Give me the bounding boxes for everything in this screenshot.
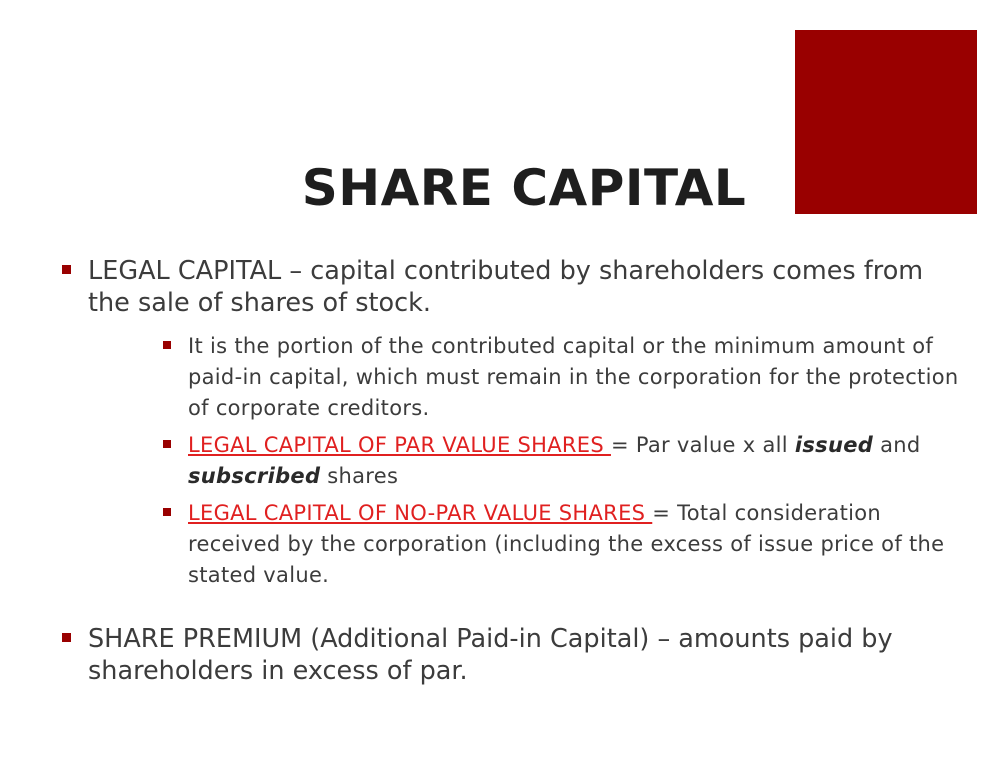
bullet-text: LEGAL CAPITAL – capital contributed by shareholders comes from the sale of shares of stock.	[88, 256, 924, 318]
bullet-square-icon	[62, 633, 71, 642]
bullet-square-icon	[163, 341, 171, 349]
legal-capital-sublist	[161, 331, 960, 591]
par-value-shares-link[interactable]: LEGAL CAPITAL OF PAR VALUE SHARES	[188, 433, 611, 457]
slide-content	[60, 255, 960, 687]
bullet-square-icon	[163, 440, 171, 448]
no-par-value-shares-link[interactable]: LEGAL CAPITAL OF NO-PAR VALUE SHARES	[188, 501, 653, 525]
slide-title: SHARE CAPITAL	[301, 159, 747, 217]
bullet-legal-capital	[60, 255, 960, 319]
sub-bullet-text: shares	[320, 464, 399, 488]
sub-bullet-text: = Total consideration received by the corporation (including the excess of issue price of the stated value.	[188, 501, 945, 587]
sub-bullet-text: = Par value x all	[610, 433, 795, 457]
sub-bullet-text: and	[873, 433, 921, 457]
sub-bullet-no-par-value	[161, 498, 960, 591]
emphasis-subscribed: subscribed	[188, 464, 321, 488]
emphasis-issued: issued	[794, 433, 874, 457]
bullet-square-icon	[163, 508, 171, 516]
bullet-text: SHARE PREMIUM (Additional Paid-in Capital) – amounts paid by shareholders in excess of par.	[88, 624, 893, 686]
sub-bullet-par-value	[161, 430, 960, 492]
bullet-share-premium	[60, 623, 960, 687]
bullet-square-icon	[62, 265, 71, 274]
sub-bullet-text: It is the portion of the contributed capital or the minimum amount of paid-in capital, which must remain in the corporation for the protection of corporate creditors.	[188, 334, 959, 420]
sub-bullet-definition	[161, 331, 960, 424]
